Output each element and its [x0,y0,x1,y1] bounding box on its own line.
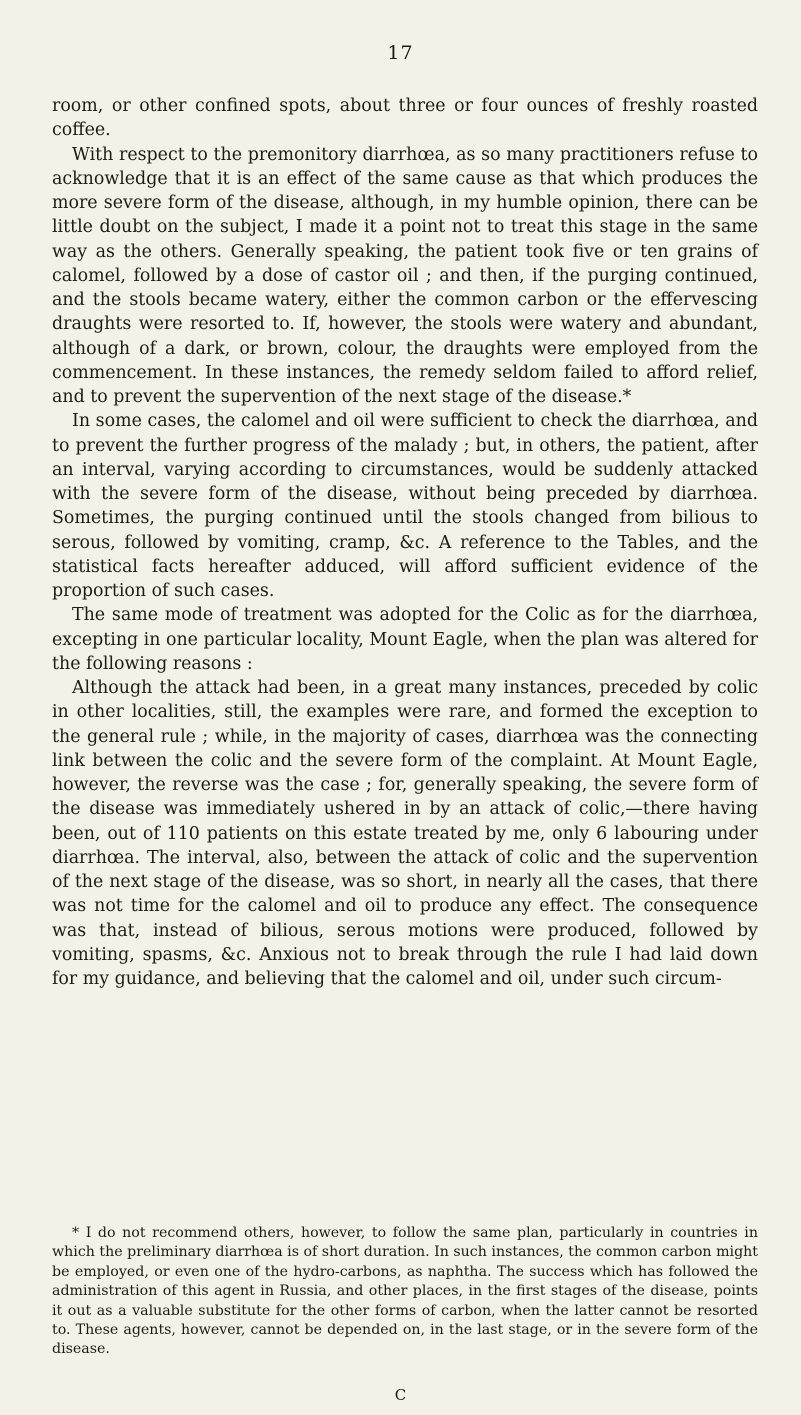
paragraph-5: Although the attack had been, in a great many instances, preceded by colic in other localities, still, the examples were rare, and formed the exception to the general rule ; while, in the majority of cases, diarrhœa was the connecting link between the colic and the severe form of the complaint. At Mount Eagle, however, the reverse was the case ; for, generally speaking, the severe form of the disease was immediately ushered in by an attack of colic,—there having been, out of 110 patients on this estate treated by me, only 6 labouring under diarrhœa. The interval, also, between the attack of colic and the supervention of the next stage of the disease, was so short, in nearly all the cases, that there was not time for the calomel and oil to produce any effect. The consequence was that, instead of bilious, serous motions were produced, followed by vomiting, spasms, &c. Anxious not to break through the rule I had laid down for my guidance, and believing that the calomel and oil, under such circum- [52,678,758,989]
page-number: 17 [387,42,414,64]
body-text [52,94,758,991]
signature-mark: C [394,1386,407,1404]
footnote [52,1224,758,1360]
paragraph-4: The same mode of treatment was adopted for the Colic as for the diarrhœa, excepting in one particular locality, Mount Eagle, when the plan was altered for the following reasons : [52,605,758,674]
paragraph-1: room, or other confined spots, about three or four ounces of freshly roasted coffee. [52,96,758,141]
paragraph-2: With respect to the premonitory diarrhœa, as so many practitioners refuse to acknowledge that it is an effect of the same cause as that which produces the more severe form of the disease, although, in my humble opinion, there can be little doubt on the subject, I made it a point not to treat this stage in the same way as the others. Generally speaking, the patient took five or ten grains of calomel, followed by a dose of castor oil ; and then, if the purging continued, and the stools became watery, either the common carbon or the effervescing draughts were resorted to. If, however, the stools were watery and abundant, although of a dark, or brown, colour, the draughts were employed from the commencement. In these instances, the remedy seldom failed to afford relief, and to prevent the supervention of the next stage of the disease.* [52,144,758,407]
footnote-text: * I do not recommend others, however, to follow the same plan, particularly in countries in which the preliminary diarrhœa is of short duration. In such instances, the common carbon might be employed, or even one of the hydro-carbons, as naphtha. The success which has followed the administration of this agent in Russia, and other places, in the first stages of the disease, points it out as a valuable substitute for the other forms of carbon, when the latter cannot be resorted to. These agents, however, cannot be depended on, in the last stage, or in the severe form of the disease. [52,1225,758,1358]
paragraph-3: In some cases, the calomel and oil were sufficient to check the diarrhœa, and to prevent the further progress of the malady ; but, in others, the patient, after an interval, varying according to circumstances, would be suddenly attacked with the severe form of the disease, without being preceded by diarrhœa. Sometimes, the purging continued until the stools changed from bilious to serous, followed by vomiting, cramp, &c. A reference to the Tables, and the statistical facts hereafter adduced, will afford sufficient evidence of the proportion of such cases. [52,411,758,601]
